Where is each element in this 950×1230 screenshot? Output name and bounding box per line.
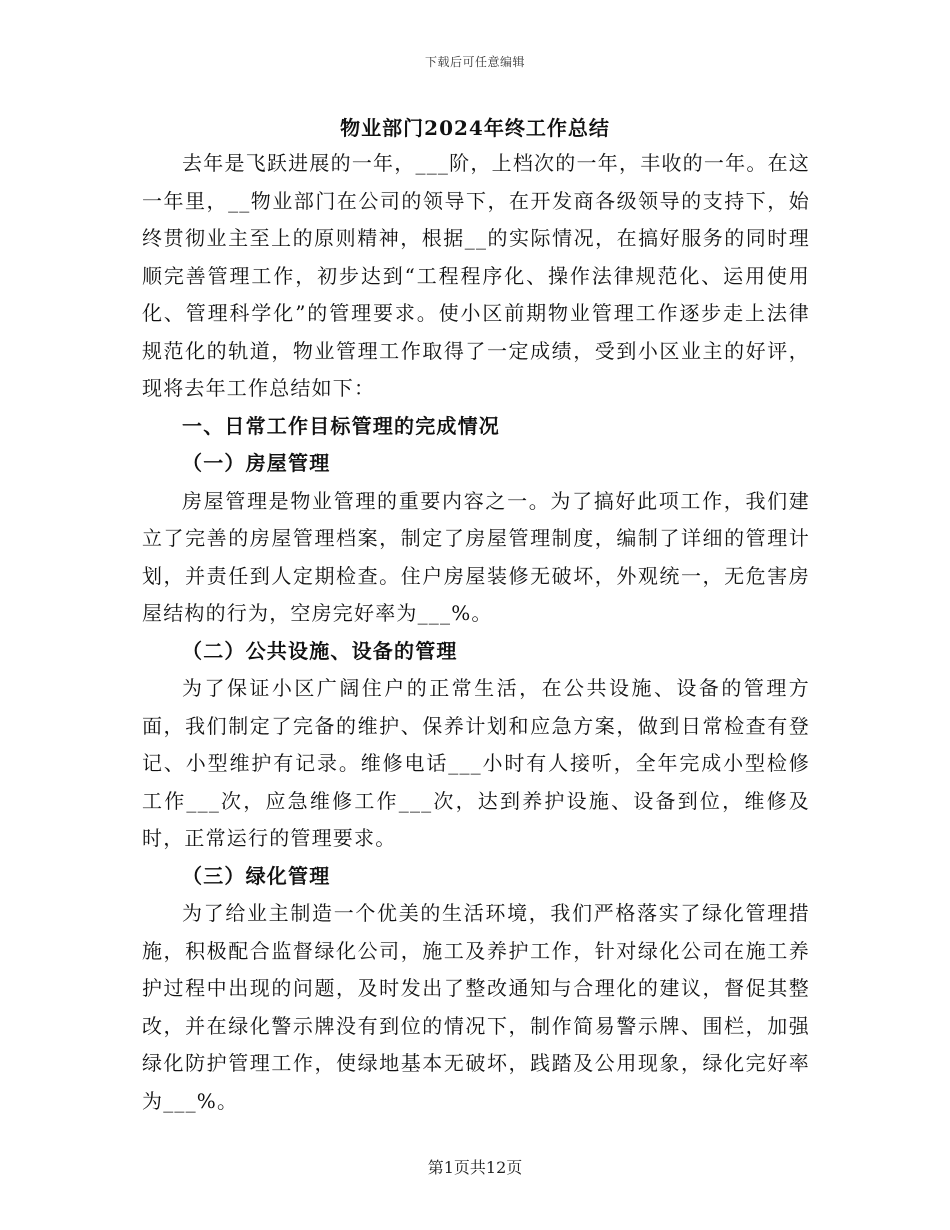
document-body — [142, 145, 810, 1120]
page-footer: 第1页共12页 — [427, 1158, 523, 1177]
subsection-1-heading: （一）房屋管理 — [182, 451, 331, 475]
subsection-3-paragraph: 为了给业主制造一个优美的生活环境，我们严格落实了绿化管理措施，积极配合监督绿化公司，施工及养护工作，针对绿化公司在施工养护过程中出现的问题，及时发出了整改通知与合理化的建议，督促其整改，并在绿化警示牌没有到位的情况下，制作简易警示牌、围栏，加强绿化防护管理工作，使绿地基本无破坏，践踏及公用现象，绿化完好率为___%。 — [142, 901, 810, 1113]
subsection-2-heading: （二）公共设施、设备的管理 — [182, 638, 458, 663]
subsection-1-paragraph: 房屋管理是物业管理的重要内容之一。为了搞好此项工作，我们建立了完善的房屋管理档案，制定了房屋管理制度，编制了详细的管理计划，并责任到人定期检查。住户房屋装修无破坏，外观统一，无危害房屋结构的行为，空房完好率为___%。 — [142, 488, 810, 625]
subsection-3-heading: （三）绿化管理 — [182, 863, 331, 888]
header-note: 下载后可任意编辑 — [424, 55, 525, 69]
intro-paragraph: 去年是飞跃进展的一年，___阶，上档次的一年，丰收的一年。在这一年里，__物业部门在公司的领导下，在开发商各级领导的支持下，始终贯彻业主至上的原则精神，根据__的实际情况，在搞好服务的同时理顺完善管理工作，初步达到“工程程序化、操作法律规范化、运用使用化、管理科学化”的管理要求。使小区前期物业管理工作逐步走上法律规范化的轨道，物业管理工作取得了一定成绩，受到小区业主的好评，现将去年工作总结如下： — [142, 151, 810, 400]
document-title: 物业部门2024年终工作总结 — [340, 116, 610, 140]
section-1-heading: 一、日常工作目标管理的完成情况 — [182, 413, 500, 438]
subsection-2-paragraph: 为了保证小区广阔住户的正常生活，在公共设施、设备的管理方面，我们制定了完备的维护、保养计划和应急方案，做到日常检查有登记、小型维护有记录。维修电话___小时有人接听，全年完成小型检修工作___次，应急维修工作___次，达到养护设施、设备到位，维修及时，正常运行的管理要求。 — [142, 676, 810, 850]
